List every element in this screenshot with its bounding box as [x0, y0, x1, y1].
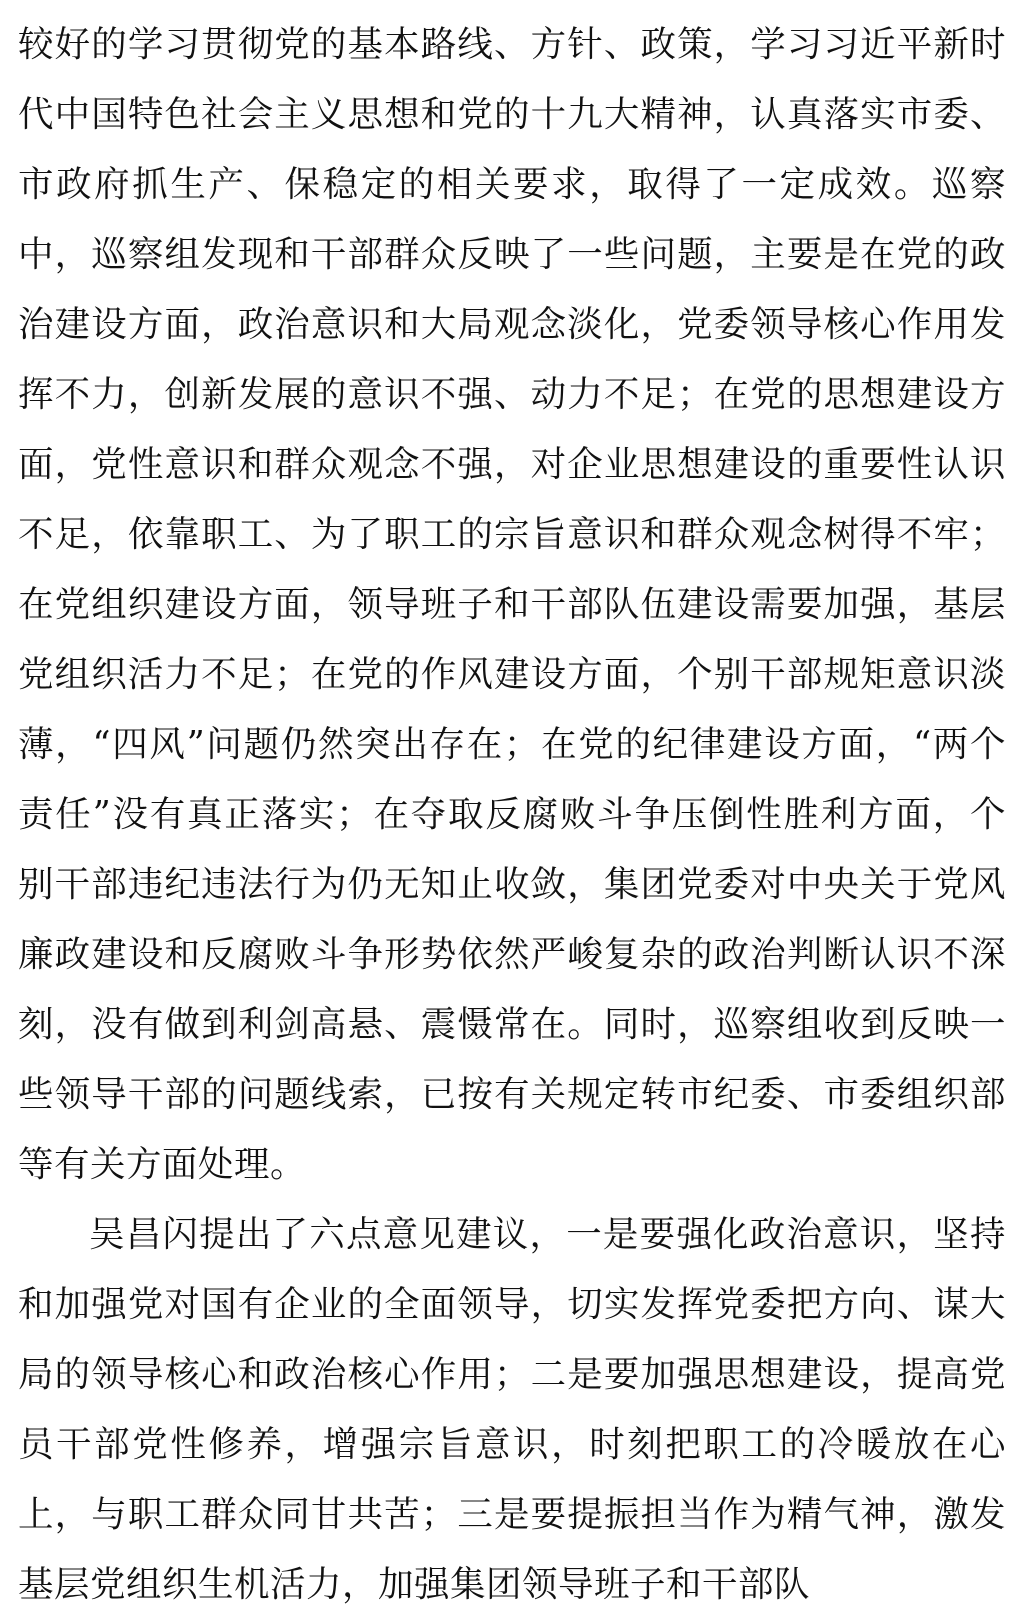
document-body [18, 10, 1006, 1620]
body-paragraph-2: 吴昌闪提出了六点意见建议，一是要强化政治意识，坚持和加强党对国有企业的全面领导，切实发挥党委把方向、谋大局的领导核心和政治核心作用；二是要加强思想建设，提高党员干部党性修养，增强宗旨意识，时刻把职工的冷暖放在心上，与职工群众同甘共苦；三是要提振担当作为精气神，激发基层党组织生机活力，加强集团领导班子和干部队 [18, 1214, 1006, 1605]
body-paragraph-1: 较好的学习贯彻党的基本路线、方针、政策，学习习近平新时代中国特色社会主义思想和党的十九大精神，认真落实市委、市政府抓生产、保稳定的相关要求，取得了一定成效。巡察中，巡察组发现和干部群众反映了一些问题，主要是在党的政治建设方面，政治意识和大局观念淡化，党委领导核心作用发挥不力，创新发展的意识不强、动力不足；在党的思想建设方面，党性意识和群众观念不强，对企业思想建设的重要性认识不足，依靠职工、为了职工的宗旨意识和群众观念树得不牢；在党组织建设方面，领导班子和干部队伍建设需要加强，基层党组织活力不足；在党的作风建设方面，个别干部规矩意识淡薄，“四风”问题仍然突出存在；在党的纪律建设方面，“两个责任”没有真正落实；在夺取反腐败斗争压倒性胜利方面，个别干部违纪违法行为仍无知止收敛，集团党委对中央关于党风廉政建设和反腐败斗争形势依然严峻复杂的政治判断认识不深刻，没有做到利剑高悬、震慑常在。同时，巡察组收到反映一些领导干部的问题线索，已按有关规定转市纪委、市委组织部等有关方面处理。 [18, 24, 1006, 1185]
